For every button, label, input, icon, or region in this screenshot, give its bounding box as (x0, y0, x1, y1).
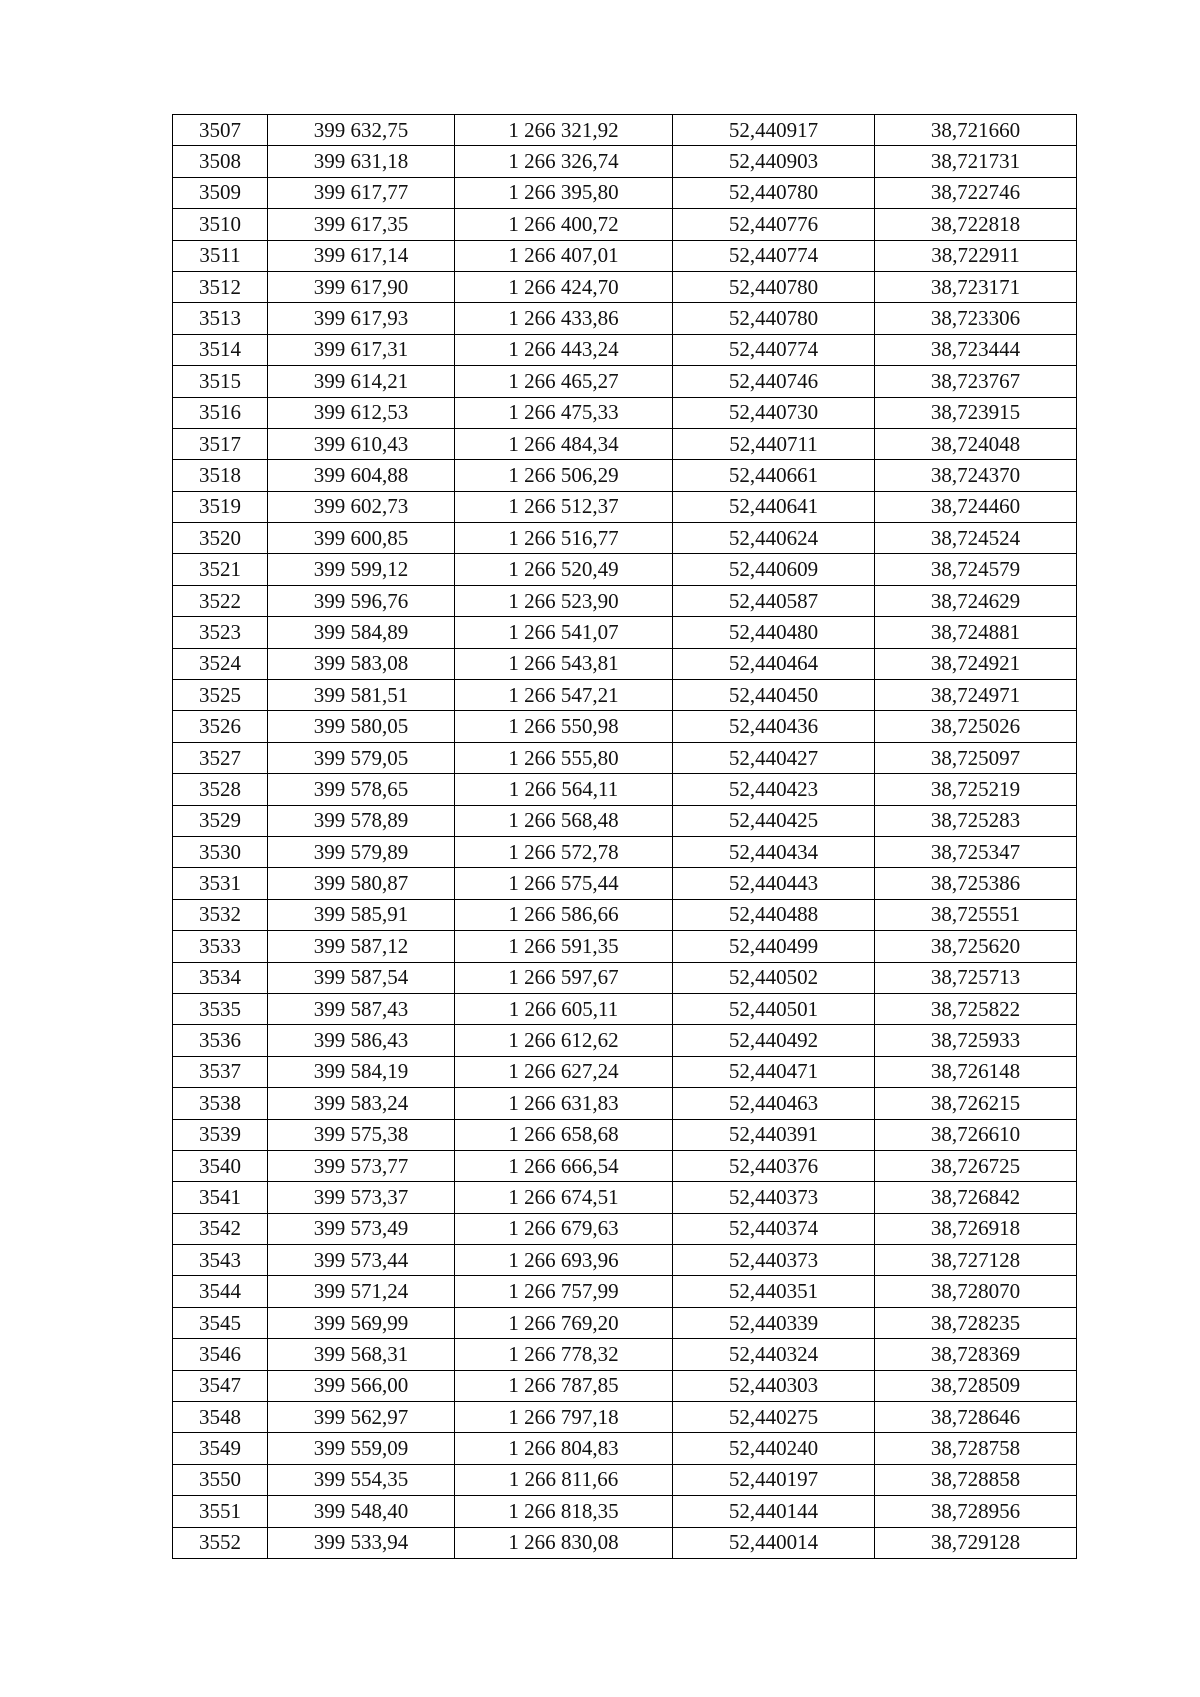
latitude-cell: 52,440746 (673, 366, 875, 397)
y-coordinate-cell: 1 266 543,81 (455, 648, 673, 679)
table-row (173, 836, 1077, 867)
x-coordinate-cell: 399 617,35 (268, 209, 455, 240)
y-coordinate-cell: 1 266 443,24 (455, 334, 673, 365)
point-number-cell: 3545 (173, 1307, 268, 1338)
table-row (173, 1025, 1077, 1056)
y-coordinate-cell: 1 266 605,11 (455, 993, 673, 1024)
longitude-cell: 38,726610 (875, 1119, 1077, 1150)
x-coordinate-cell: 399 579,89 (268, 836, 455, 867)
table-row (173, 1276, 1077, 1307)
latitude-cell: 52,440624 (673, 523, 875, 554)
point-number-cell: 3550 (173, 1464, 268, 1495)
latitude-cell: 52,440197 (673, 1464, 875, 1495)
y-coordinate-cell: 1 266 591,35 (455, 931, 673, 962)
y-coordinate-cell: 1 266 541,07 (455, 617, 673, 648)
table-row (173, 460, 1077, 491)
longitude-cell: 38,726148 (875, 1056, 1077, 1087)
latitude-cell: 52,440464 (673, 648, 875, 679)
latitude-cell: 52,440488 (673, 899, 875, 930)
latitude-cell: 52,440780 (673, 177, 875, 208)
x-coordinate-cell: 399 583,24 (268, 1088, 455, 1119)
point-number-cell: 3522 (173, 585, 268, 616)
x-coordinate-cell: 399 573,49 (268, 1213, 455, 1244)
y-coordinate-cell: 1 266 658,68 (455, 1119, 673, 1150)
table-row (173, 397, 1077, 428)
latitude-cell: 52,440501 (673, 993, 875, 1024)
y-coordinate-cell: 1 266 769,20 (455, 1307, 673, 1338)
y-coordinate-cell: 1 266 811,66 (455, 1464, 673, 1495)
point-number-cell: 3508 (173, 146, 268, 177)
y-coordinate-cell: 1 266 400,72 (455, 209, 673, 240)
longitude-cell: 38,725620 (875, 931, 1077, 962)
table-row (173, 146, 1077, 177)
latitude-cell: 52,440303 (673, 1370, 875, 1401)
y-coordinate-cell: 1 266 568,48 (455, 805, 673, 836)
table-row (173, 1370, 1077, 1401)
latitude-cell: 52,440240 (673, 1433, 875, 1464)
y-coordinate-cell: 1 266 424,70 (455, 271, 673, 302)
y-coordinate-cell: 1 266 693,96 (455, 1245, 673, 1276)
x-coordinate-cell: 399 600,85 (268, 523, 455, 554)
table-row (173, 1119, 1077, 1150)
y-coordinate-cell: 1 266 674,51 (455, 1182, 673, 1213)
x-coordinate-cell: 399 578,65 (268, 774, 455, 805)
y-coordinate-cell: 1 266 550,98 (455, 711, 673, 742)
point-number-cell: 3528 (173, 774, 268, 805)
latitude-cell: 52,440641 (673, 491, 875, 522)
point-number-cell: 3511 (173, 240, 268, 271)
latitude-cell: 52,440776 (673, 209, 875, 240)
latitude-cell: 52,440502 (673, 962, 875, 993)
latitude-cell: 52,440423 (673, 774, 875, 805)
point-number-cell: 3549 (173, 1433, 268, 1464)
point-number-cell: 3541 (173, 1182, 268, 1213)
y-coordinate-cell: 1 266 321,92 (455, 115, 673, 146)
longitude-cell: 38,728858 (875, 1464, 1077, 1495)
latitude-cell: 52,440471 (673, 1056, 875, 1087)
y-coordinate-cell: 1 266 575,44 (455, 868, 673, 899)
table-row (173, 303, 1077, 334)
point-number-cell: 3534 (173, 962, 268, 993)
y-coordinate-cell: 1 266 407,01 (455, 240, 673, 271)
latitude-cell: 52,440917 (673, 115, 875, 146)
y-coordinate-cell: 1 266 395,80 (455, 177, 673, 208)
latitude-cell: 52,440434 (673, 836, 875, 867)
table-row (173, 271, 1077, 302)
x-coordinate-cell: 399 581,51 (268, 680, 455, 711)
table-row (173, 993, 1077, 1024)
x-coordinate-cell: 399 583,08 (268, 648, 455, 679)
point-number-cell: 3535 (173, 993, 268, 1024)
latitude-cell: 52,440436 (673, 711, 875, 742)
point-number-cell: 3529 (173, 805, 268, 836)
latitude-cell: 52,440324 (673, 1339, 875, 1370)
x-coordinate-cell: 399 569,99 (268, 1307, 455, 1338)
y-coordinate-cell: 1 266 627,24 (455, 1056, 673, 1087)
latitude-cell: 52,440014 (673, 1527, 875, 1558)
longitude-cell: 38,728070 (875, 1276, 1077, 1307)
x-coordinate-cell: 399 562,97 (268, 1402, 455, 1433)
longitude-cell: 38,723767 (875, 366, 1077, 397)
longitude-cell: 38,723171 (875, 271, 1077, 302)
table-row (173, 1433, 1077, 1464)
point-number-cell: 3509 (173, 177, 268, 208)
longitude-cell: 38,722818 (875, 209, 1077, 240)
y-coordinate-cell: 1 266 666,54 (455, 1150, 673, 1181)
latitude-cell: 52,440780 (673, 271, 875, 302)
y-coordinate-cell: 1 266 433,86 (455, 303, 673, 334)
table-row (173, 805, 1077, 836)
longitude-cell: 38,723444 (875, 334, 1077, 365)
point-number-cell: 3518 (173, 460, 268, 491)
point-number-cell: 3523 (173, 617, 268, 648)
point-number-cell: 3538 (173, 1088, 268, 1119)
table-row (173, 899, 1077, 930)
point-number-cell: 3507 (173, 115, 268, 146)
x-coordinate-cell: 399 617,90 (268, 271, 455, 302)
table-row (173, 1496, 1077, 1527)
table-row (173, 617, 1077, 648)
latitude-cell: 52,440373 (673, 1245, 875, 1276)
latitude-cell: 52,440275 (673, 1402, 875, 1433)
table-row (173, 1527, 1077, 1558)
point-number-cell: 3521 (173, 554, 268, 585)
table-row (173, 1245, 1077, 1276)
latitude-cell: 52,440499 (673, 931, 875, 962)
latitude-cell: 52,440492 (673, 1025, 875, 1056)
table-row (173, 523, 1077, 554)
latitude-cell: 52,440376 (673, 1150, 875, 1181)
coordinates-table (172, 114, 1077, 1559)
y-coordinate-cell: 1 266 512,37 (455, 491, 673, 522)
y-coordinate-cell: 1 266 516,77 (455, 523, 673, 554)
point-number-cell: 3536 (173, 1025, 268, 1056)
longitude-cell: 38,725551 (875, 899, 1077, 930)
x-coordinate-cell: 399 554,35 (268, 1464, 455, 1495)
point-number-cell: 3544 (173, 1276, 268, 1307)
x-coordinate-cell: 399 568,31 (268, 1339, 455, 1370)
longitude-cell: 38,724881 (875, 617, 1077, 648)
x-coordinate-cell: 399 578,89 (268, 805, 455, 836)
point-number-cell: 3512 (173, 271, 268, 302)
x-coordinate-cell: 399 632,75 (268, 115, 455, 146)
y-coordinate-cell: 1 266 484,34 (455, 428, 673, 459)
table-row (173, 491, 1077, 522)
x-coordinate-cell: 399 571,24 (268, 1276, 455, 1307)
table-row (173, 1056, 1077, 1087)
x-coordinate-cell: 399 580,87 (268, 868, 455, 899)
x-coordinate-cell: 399 610,43 (268, 428, 455, 459)
y-coordinate-cell: 1 266 523,90 (455, 585, 673, 616)
y-coordinate-cell: 1 266 555,80 (455, 742, 673, 773)
longitude-cell: 38,724460 (875, 491, 1077, 522)
longitude-cell: 38,724629 (875, 585, 1077, 616)
longitude-cell: 38,724048 (875, 428, 1077, 459)
point-number-cell: 3516 (173, 397, 268, 428)
longitude-cell: 38,728235 (875, 1307, 1077, 1338)
table-row (173, 1339, 1077, 1370)
longitude-cell: 38,725026 (875, 711, 1077, 742)
longitude-cell: 38,724579 (875, 554, 1077, 585)
x-coordinate-cell: 399 617,14 (268, 240, 455, 271)
longitude-cell: 38,724971 (875, 680, 1077, 711)
longitude-cell: 38,721660 (875, 115, 1077, 146)
longitude-cell: 38,727128 (875, 1245, 1077, 1276)
point-number-cell: 3547 (173, 1370, 268, 1401)
latitude-cell: 52,440774 (673, 240, 875, 271)
y-coordinate-cell: 1 266 679,63 (455, 1213, 673, 1244)
longitude-cell: 38,728509 (875, 1370, 1077, 1401)
x-coordinate-cell: 399 617,31 (268, 334, 455, 365)
point-number-cell: 3526 (173, 711, 268, 742)
longitude-cell: 38,724921 (875, 648, 1077, 679)
latitude-cell: 52,440730 (673, 397, 875, 428)
x-coordinate-cell: 399 559,09 (268, 1433, 455, 1464)
point-number-cell: 3513 (173, 303, 268, 334)
longitude-cell: 38,726918 (875, 1213, 1077, 1244)
y-coordinate-cell: 1 266 612,62 (455, 1025, 673, 1056)
latitude-cell: 52,440480 (673, 617, 875, 648)
table-row (173, 931, 1077, 962)
latitude-cell: 52,440609 (673, 554, 875, 585)
x-coordinate-cell: 399 533,94 (268, 1527, 455, 1558)
latitude-cell: 52,440144 (673, 1496, 875, 1527)
latitude-cell: 52,440903 (673, 146, 875, 177)
longitude-cell: 38,724370 (875, 460, 1077, 491)
table-row (173, 1213, 1077, 1244)
latitude-cell: 52,440711 (673, 428, 875, 459)
table-row (173, 428, 1077, 459)
table-row (173, 1088, 1077, 1119)
x-coordinate-cell: 399 587,43 (268, 993, 455, 1024)
point-number-cell: 3530 (173, 836, 268, 867)
longitude-cell: 38,726215 (875, 1088, 1077, 1119)
longitude-cell: 38,728646 (875, 1402, 1077, 1433)
longitude-cell: 38,721731 (875, 146, 1077, 177)
point-number-cell: 3510 (173, 209, 268, 240)
latitude-cell: 52,440427 (673, 742, 875, 773)
point-number-cell: 3552 (173, 1527, 268, 1558)
y-coordinate-cell: 1 266 597,67 (455, 962, 673, 993)
latitude-cell: 52,440443 (673, 868, 875, 899)
longitude-cell: 38,726725 (875, 1150, 1077, 1181)
point-number-cell: 3551 (173, 1496, 268, 1527)
latitude-cell: 52,440780 (673, 303, 875, 334)
x-coordinate-cell: 399 584,89 (268, 617, 455, 648)
longitude-cell: 38,725283 (875, 805, 1077, 836)
table-row (173, 334, 1077, 365)
x-coordinate-cell: 399 575,38 (268, 1119, 455, 1150)
x-coordinate-cell: 399 585,91 (268, 899, 455, 930)
table-row (173, 962, 1077, 993)
x-coordinate-cell: 399 573,44 (268, 1245, 455, 1276)
y-coordinate-cell: 1 266 475,33 (455, 397, 673, 428)
table-row (173, 585, 1077, 616)
point-number-cell: 3517 (173, 428, 268, 459)
y-coordinate-cell: 1 266 804,83 (455, 1433, 673, 1464)
longitude-cell: 38,725386 (875, 868, 1077, 899)
table-row (173, 711, 1077, 742)
point-number-cell: 3525 (173, 680, 268, 711)
longitude-cell: 38,728956 (875, 1496, 1077, 1527)
coordinates-table-body (173, 115, 1077, 1559)
x-coordinate-cell: 399 579,05 (268, 742, 455, 773)
latitude-cell: 52,440463 (673, 1088, 875, 1119)
y-coordinate-cell: 1 266 586,66 (455, 899, 673, 930)
x-coordinate-cell: 399 587,54 (268, 962, 455, 993)
point-number-cell: 3520 (173, 523, 268, 554)
y-coordinate-cell: 1 266 818,35 (455, 1496, 673, 1527)
y-coordinate-cell: 1 266 830,08 (455, 1527, 673, 1558)
y-coordinate-cell: 1 266 787,85 (455, 1370, 673, 1401)
longitude-cell: 38,726842 (875, 1182, 1077, 1213)
y-coordinate-cell: 1 266 572,78 (455, 836, 673, 867)
x-coordinate-cell: 399 612,53 (268, 397, 455, 428)
x-coordinate-cell: 399 580,05 (268, 711, 455, 742)
x-coordinate-cell: 399 573,37 (268, 1182, 455, 1213)
latitude-cell: 52,440339 (673, 1307, 875, 1338)
table-row (173, 648, 1077, 679)
x-coordinate-cell: 399 596,76 (268, 585, 455, 616)
x-coordinate-cell: 399 584,19 (268, 1056, 455, 1087)
longitude-cell: 38,728758 (875, 1433, 1077, 1464)
point-number-cell: 3539 (173, 1119, 268, 1150)
x-coordinate-cell: 399 604,88 (268, 460, 455, 491)
table-row (173, 1402, 1077, 1433)
x-coordinate-cell: 399 587,12 (268, 931, 455, 962)
latitude-cell: 52,440425 (673, 805, 875, 836)
latitude-cell: 52,440374 (673, 1213, 875, 1244)
table-row (173, 240, 1077, 271)
table-row (173, 774, 1077, 805)
y-coordinate-cell: 1 266 506,29 (455, 460, 673, 491)
table-row (173, 1150, 1077, 1181)
y-coordinate-cell: 1 266 757,99 (455, 1276, 673, 1307)
latitude-cell: 52,440351 (673, 1276, 875, 1307)
point-number-cell: 3537 (173, 1056, 268, 1087)
table-row (173, 177, 1077, 208)
x-coordinate-cell: 399 617,77 (268, 177, 455, 208)
point-number-cell: 3532 (173, 899, 268, 930)
table-row (173, 115, 1077, 146)
longitude-cell: 38,729128 (875, 1527, 1077, 1558)
point-number-cell: 3531 (173, 868, 268, 899)
y-coordinate-cell: 1 266 326,74 (455, 146, 673, 177)
table-row (173, 868, 1077, 899)
point-number-cell: 3533 (173, 931, 268, 962)
longitude-cell: 38,725933 (875, 1025, 1077, 1056)
x-coordinate-cell: 399 602,73 (268, 491, 455, 522)
x-coordinate-cell: 399 599,12 (268, 554, 455, 585)
y-coordinate-cell: 1 266 778,32 (455, 1339, 673, 1370)
y-coordinate-cell: 1 266 564,11 (455, 774, 673, 805)
latitude-cell: 52,440587 (673, 585, 875, 616)
table-row (173, 1464, 1077, 1495)
longitude-cell: 38,722746 (875, 177, 1077, 208)
y-coordinate-cell: 1 266 631,83 (455, 1088, 673, 1119)
x-coordinate-cell: 399 617,93 (268, 303, 455, 334)
x-coordinate-cell: 399 566,00 (268, 1370, 455, 1401)
latitude-cell: 52,440391 (673, 1119, 875, 1150)
latitude-cell: 52,440450 (673, 680, 875, 711)
longitude-cell: 38,725347 (875, 836, 1077, 867)
longitude-cell: 38,725097 (875, 742, 1077, 773)
point-number-cell: 3515 (173, 366, 268, 397)
table-row (173, 366, 1077, 397)
point-number-cell: 3548 (173, 1402, 268, 1433)
point-number-cell: 3527 (173, 742, 268, 773)
x-coordinate-cell: 399 586,43 (268, 1025, 455, 1056)
longitude-cell: 38,725219 (875, 774, 1077, 805)
point-number-cell: 3543 (173, 1245, 268, 1276)
point-number-cell: 3540 (173, 1150, 268, 1181)
table-row (173, 554, 1077, 585)
x-coordinate-cell: 399 548,40 (268, 1496, 455, 1527)
point-number-cell: 3514 (173, 334, 268, 365)
longitude-cell: 38,723915 (875, 397, 1077, 428)
y-coordinate-cell: 1 266 797,18 (455, 1402, 673, 1433)
x-coordinate-cell: 399 573,77 (268, 1150, 455, 1181)
latitude-cell: 52,440661 (673, 460, 875, 491)
x-coordinate-cell: 399 631,18 (268, 146, 455, 177)
point-number-cell: 3519 (173, 491, 268, 522)
table-row (173, 209, 1077, 240)
x-coordinate-cell: 399 614,21 (268, 366, 455, 397)
y-coordinate-cell: 1 266 465,27 (455, 366, 673, 397)
y-coordinate-cell: 1 266 520,49 (455, 554, 673, 585)
table-row (173, 1307, 1077, 1338)
table-row (173, 742, 1077, 773)
latitude-cell: 52,440373 (673, 1182, 875, 1213)
table-row (173, 680, 1077, 711)
point-number-cell: 3524 (173, 648, 268, 679)
longitude-cell: 38,728369 (875, 1339, 1077, 1370)
longitude-cell: 38,725822 (875, 993, 1077, 1024)
y-coordinate-cell: 1 266 547,21 (455, 680, 673, 711)
longitude-cell: 38,725713 (875, 962, 1077, 993)
longitude-cell: 38,723306 (875, 303, 1077, 334)
longitude-cell: 38,724524 (875, 523, 1077, 554)
point-number-cell: 3546 (173, 1339, 268, 1370)
latitude-cell: 52,440774 (673, 334, 875, 365)
point-number-cell: 3542 (173, 1213, 268, 1244)
longitude-cell: 38,722911 (875, 240, 1077, 271)
table-row (173, 1182, 1077, 1213)
